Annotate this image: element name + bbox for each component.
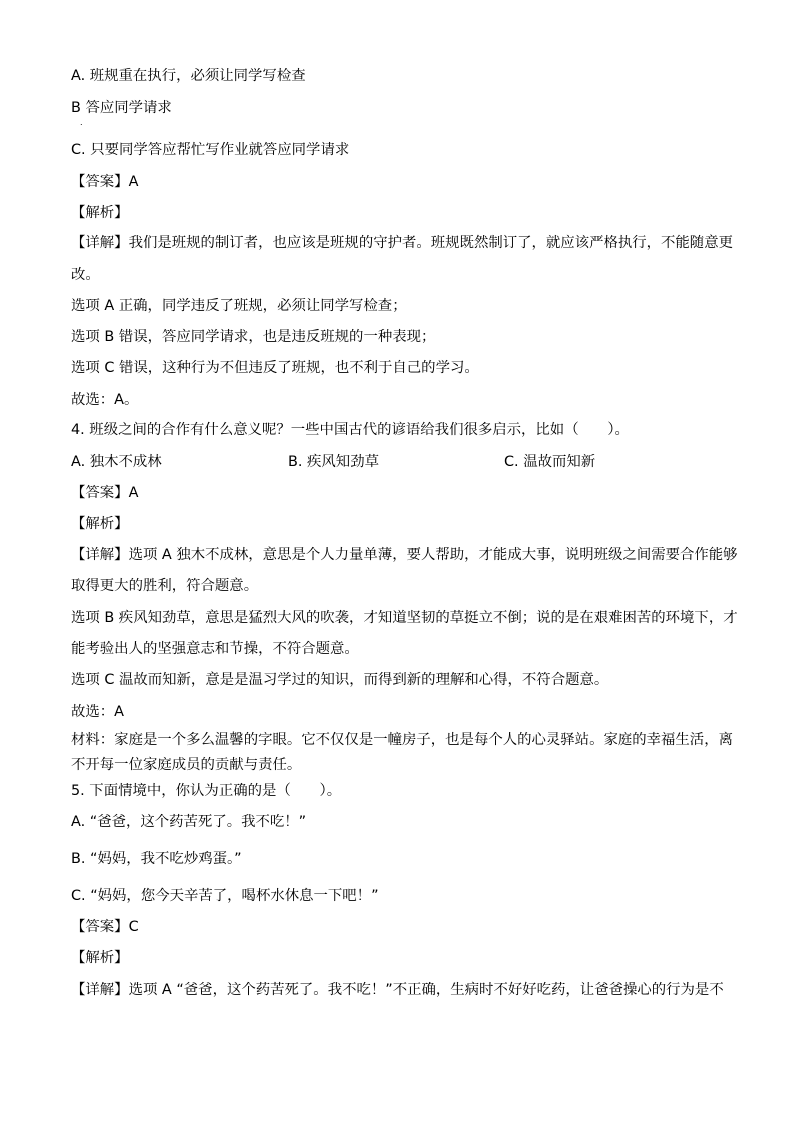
q5-detail-line-1: 【详解】选项 A “爸爸，这个药苦死了。我不吃！”不正确，生病时不好好吃药，让爸爸操心的行为是不 [71, 982, 724, 998]
q3-option-c: C. 只要同学答应帮忙写作业就答应同学请求 [71, 142, 350, 158]
q4-option-a: A. 独木不成林 [71, 454, 162, 470]
q5-option-c: C. “妈妈，您今天辛苦了，喝杯水休息一下吧！” [71, 888, 379, 904]
q4-option-c: C. 温故而知新 [504, 454, 596, 470]
q5-question: 5. 下面情境中，你认为正确的是（ ）。 [71, 783, 342, 799]
q3-option-a: A. 班规重在执行，必须让同学写检查 [71, 68, 306, 84]
material-line-2: 不开每一位家庭成员的贡献与责任。 [71, 757, 302, 773]
q5-option-b: B. “妈妈，我不吃炒鸡蛋。” [71, 851, 242, 867]
stray-mark: . [80, 118, 83, 127]
q4-detail-line-1: 【详解】选项 A 独木不成林，意思是个人力量单薄，要人帮助，才能成大事，说明班级之间需要合作能够 [71, 547, 738, 563]
q3-detail-line-1: 【详解】我们是班规的制订者，也应该是班规的守护者。班规既然制订了，就应该严格执行，不能随意更 [71, 235, 733, 251]
q5-analysis-heading: 【解析】 [71, 950, 129, 966]
q4-question: 4. 班级之间的合作有什么意义呢？一些中国古代的谚语给我们很多启示，比如（ ）。 [71, 422, 629, 438]
q3-option-b: B 答应同学请求 [71, 100, 172, 116]
q4-analysis-heading: 【解析】 [71, 516, 129, 532]
q4-answer: 【答案】A [71, 485, 139, 501]
q3-answer: 【答案】A [71, 174, 139, 190]
q4-explain-b-line-2: 能考验出人的坚强意志和节操，不符合题意。 [71, 641, 359, 657]
q5-answer: 【答案】C [71, 919, 139, 935]
q3-detail-line-2: 改。 [71, 267, 100, 283]
q3-explain-b: 选项 B 错误，答应同学请求，也是违反班规的一种表现； [71, 329, 436, 345]
q4-explain-b-line-1: 选项 B 疾风知劲草，意思是猛烈大风的吹袭，才知道坚韧的草挺立不倒；说的是在艰难困苦的环境下，才 [71, 610, 738, 626]
q3-analysis-heading: 【解析】 [71, 205, 129, 221]
q3-explain-a: 选项 A 正确，同学违反了班规，必须让同学写检查； [71, 298, 407, 314]
q5-option-a: A. “爸爸，这个药苦死了。我不吃！” [71, 814, 307, 830]
q4-detail-line-2: 取得更大的胜利，符合题意。 [71, 578, 259, 594]
material-line-1: 材料：家庭是一个多么温馨的字眼。它不仅仅是一幢房子，也是每个人的心灵驿站。家庭的幸福生活，离 [71, 732, 733, 748]
q4-explain-c: 选项 C 温故而知新，意是是温习学过的知识，而得到新的理解和心得，不符合题意。 [71, 672, 609, 688]
q3-explain-c: 选项 C 错误，这种行为不但违反了班规，也不利于自己的学习。 [71, 360, 479, 376]
q4-choice: 故选：A [71, 704, 125, 720]
q4-option-b: B. 疾风知劲草 [288, 454, 379, 470]
q3-choice: 故选：A。 [71, 392, 139, 408]
